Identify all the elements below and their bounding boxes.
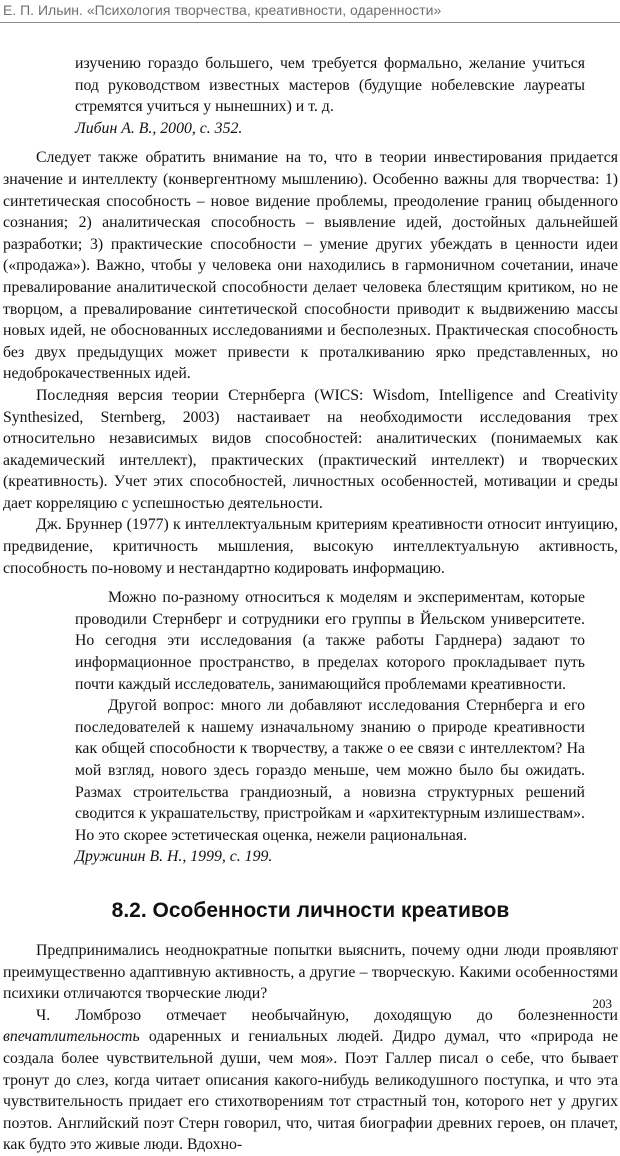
quote-source: Либин А. В., 2000, с. 352. bbox=[75, 119, 243, 137]
header-rule bbox=[0, 22, 620, 23]
paragraph-wics: Последняя версия теории Стернберга (WICS: Wisdom, Intelligence and Creativity Synthesized, Sternberg, 2003) настаивает на необходимости исследования трех относительно независимых видов способностей: аналитических (понимаемых как академический интеллект), практических (практический интеллект) и творческих (креативность). Учет этих способностей, личностных особенностей, мотивации и среды дает корреляцию с успешностью деятельности. bbox=[3, 386, 618, 512]
paragraph-investment-theory: Следует также обратить внимание на то, что в теории инвестирования придается значение и интеллекту (конвергентному мышлению). Особенно важны для творчества: 1) синтетическая способность – новое видение проблемы, преодоление границ обыденного сознания; 2) аналитическая способность – выявление идей, достойных дальнейшей разработки; 3) практические способности – умение других убеждать в ценности идеи («продажа»). Важно, чтобы у человека они находились в гармоничном сочетании, иначе превалирование аналитической способности делает человека блестящим критиком, но не творцом, а превалирование синтетической способности приводит к выдвижению массы новых идей, не обоснованных исследованиями и бесполезных. Практическая способность без двух предыдущих может привести к проталкиванию ярко представленных, но недоброкачественных идей. bbox=[3, 149, 618, 383]
quote-block-druzhinin bbox=[75, 587, 585, 868]
italic-term-impressionability: впечатлительность bbox=[3, 1028, 140, 1046]
section-heading: 8.2. Особенности личности креативов bbox=[111, 898, 510, 922]
quote-paragraph-2: Другой вопрос: много ли добавляют исследования Стернберга и его последователей к нашему изначальному знанию о природе креативности как общей способности к творчеству, а также о ее связи с интеллектом? На мой взгляд, нового здесь гораздо меньше, чем можно было бы ожидать. Размах строительства грандиозный, а новизна структурных решений сводится к украшательству, пристройкам и «архитектурным излишествам». Но это скорее эстетическая оценка, нежели рациональная. bbox=[75, 697, 585, 844]
quote-text: изучению гораздо большего, чем требуется формально, желание учиться под руководством известных мастеров (будущие нобелевские лауреаты стремятся учиться у нынешних) и т. д. bbox=[75, 55, 585, 116]
paragraph-lombroso-rest: одаренных и гениальных людей. Дидро думал, что «природа не создала более чувствительной души, чем моя». Поэт Галлер писал о себе, что бывает тронут до слез, когда читает описания какого-нибудь великодушного поступка, и что эта чувствительность придает его стихотворениям тот страстный тон, которого нет у других поэтов. Английский поэт Стерн говорил, что, читая биографии древних героев, он плачет, как будто это живые люди. Вдохно- bbox=[3, 1028, 618, 1154]
paragraph-section-intro: Предпринимались неоднократные попытки выяснить, почему одни люди проявляют преимущественно адаптивную активность, а другие – творческую. Какими особенностями психики отличаются творческие люди? bbox=[3, 941, 618, 1003]
page-number: 203 bbox=[592, 996, 612, 1011]
running-head: Е. П. Ильин. «Психология творчества, креативности, одаренности» bbox=[3, 2, 442, 18]
page-body bbox=[3, 53, 618, 1156]
paragraph-lombroso-start: Ч. Ломброзо отмечает необычайную, доходящую до болезненности bbox=[36, 1006, 618, 1024]
quote-paragraph-1: Можно по-разному относиться к моделям и экспериментам, которые проводили Стернберг и сотрудники его группы в Йельском университете. Но сегодня эти исследования (а также работы Гарднера) задают то информационное пространство, в пределах которого прокладывает путь почти каждый исследователь, занимающийся проблемами креативности. bbox=[75, 589, 585, 693]
paragraph-bruner: Дж. Бруннер (1977) к интеллектуальным критериям креативности относит интуицию, предвидение, критичность мышления, высокую интеллектуальную активность, способность по-новому и нестандартно кодировать информацию. bbox=[3, 516, 618, 577]
quote-source: Дружинин В. Н., 1999, с. 199. bbox=[75, 848, 273, 866]
quote-block-libin bbox=[75, 53, 585, 139]
paragraph-lombroso bbox=[3, 1005, 618, 1156]
